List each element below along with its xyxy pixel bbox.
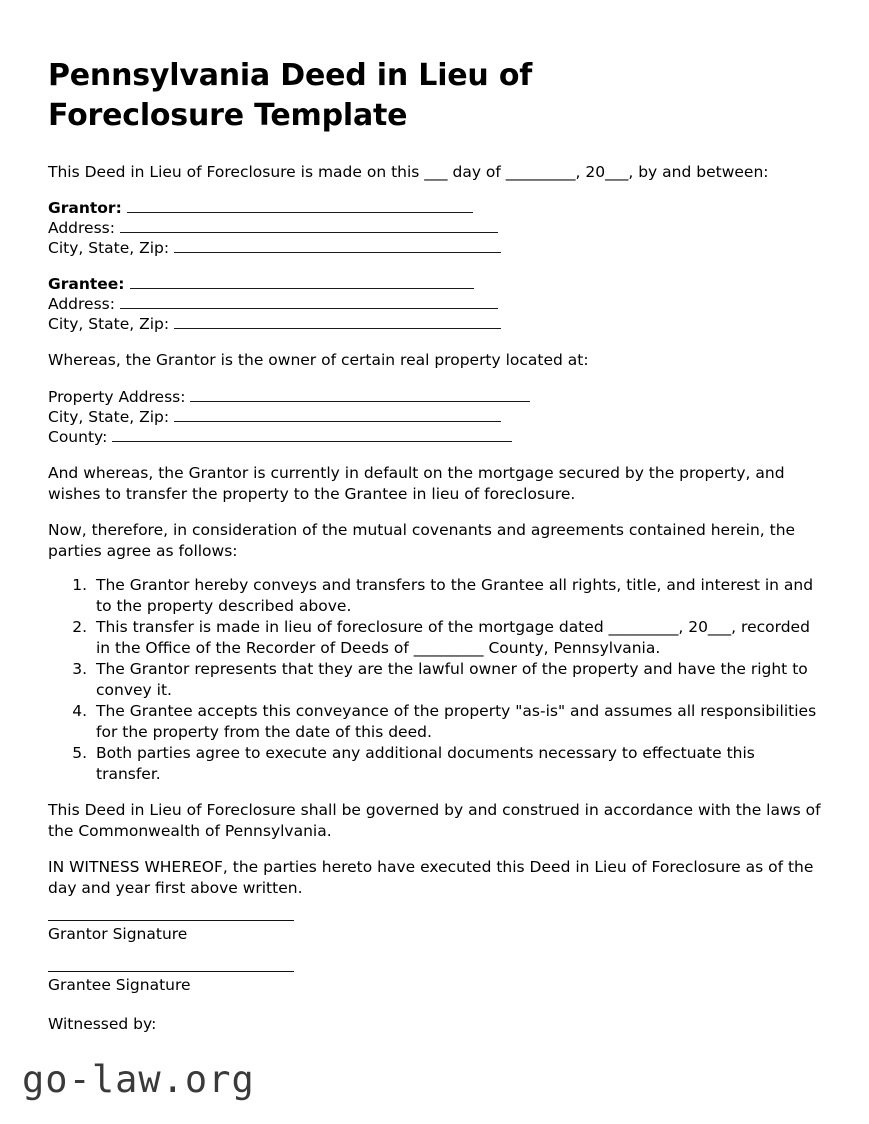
field-rule-grantee-city-state-zip[interactable]	[174, 315, 501, 329]
grantor-signature-line[interactable]	[48, 920, 294, 921]
grantee-signature-line[interactable]	[48, 971, 294, 972]
signature-block	[48, 920, 821, 1033]
default-clause-paragraph: And whereas, the Grantor is currently in default on the mortgage secured by the property, and wishes to transfer the property to the Grantee in lieu of foreclosure.	[48, 464, 785, 503]
list-item: 2. This transfer is made in lieu of foreclosure of the mortgage dated _________, 20___, recorded in the Office of the Recorder of Deeds of _________ County, Pennsylvania.	[92, 617, 821, 658]
field-row-grantor-name	[48, 198, 821, 218]
whereas-paragraph: Whereas, the Grantor is the owner of certain real property located at:	[48, 351, 589, 370]
page-title: Pennsylvania Deed in Lieu of Foreclosure Template	[48, 58, 533, 133]
field-row-grantee-name	[48, 274, 821, 294]
list-item: 3. The Grantor represents that they are the lawful owner of the property and have the right to convey it.	[92, 659, 821, 700]
consideration-paragraph: Now, therefore, in consideration of the mutual covenants and agreements contained herein, the parties agree as follows:	[48, 521, 796, 560]
field-rule-county[interactable]	[112, 428, 512, 442]
field-rule-property-city-state-zip[interactable]	[174, 408, 501, 422]
field-rule-grantee[interactable]	[130, 275, 474, 289]
field-rule-property-address[interactable]	[190, 388, 530, 402]
intro-paragraph: This Deed in Lieu of Foreclosure is made on this ___ day of _________, 20___, by and between:	[48, 162, 769, 181]
grantee-field-block	[48, 274, 821, 334]
list-item: 4. The Grantee accepts this conveyance of the property "as-is" and assumes all responsibilities for the property from the date of this deed.	[92, 701, 821, 742]
list-item: 1. The Grantor hereby conveys and transfers to the Grantee all rights, title, and interest in and to the property described above.	[92, 575, 821, 616]
field-label-property-city-state-zip: City, State, Zip:	[48, 408, 170, 426]
field-rule-grantor-city-state-zip[interactable]	[174, 239, 501, 253]
field-row-grantee-address	[48, 294, 821, 314]
witness-whereof-paragraph: IN WITNESS WHEREOF, the parties hereto have executed this Deed in Lieu of Foreclosure as of the day and year first above written.	[48, 858, 814, 897]
field-label-grantee: Grantee:	[48, 275, 125, 294]
field-rule-grantee-address[interactable]	[120, 295, 498, 309]
grantee-signature-label: Grantee Signature	[48, 975, 191, 994]
governing-law-paragraph: This Deed in Lieu of Foreclosure shall be governed by and construed in accordance with the laws of the Commonwealth of Pennsylvania.	[48, 800, 821, 840]
field-label-grantor: Grantor:	[48, 199, 122, 218]
grantor-signature-label: Grantor Signature	[48, 925, 188, 944]
field-row-grantor-address	[48, 218, 821, 238]
site-watermark: go-law.org	[22, 1058, 255, 1101]
field-row-property-city-state-zip	[48, 407, 821, 427]
property-field-block	[48, 387, 821, 447]
field-label-grantor-address: Address:	[48, 219, 115, 238]
field-row-grantor-city-state-zip	[48, 238, 821, 258]
witnessed-by-label: Witnessed by:	[48, 1014, 157, 1033]
field-label-grantee-address: Address:	[48, 295, 115, 314]
list-item: 5. Both parties agree to execute any additional documents necessary to effectuate this transfer.	[92, 743, 821, 784]
field-row-county	[48, 427, 821, 447]
field-label-grantee-city-state-zip: City, State, Zip:	[48, 315, 170, 334]
field-label-property-address: Property Address:	[48, 388, 186, 406]
grantor-field-block	[48, 198, 821, 258]
field-label-grantor-city-state-zip: City, State, Zip:	[48, 239, 170, 258]
field-label-county: County:	[48, 428, 108, 446]
terms-list	[48, 575, 821, 784]
field-rule-grantor[interactable]	[127, 199, 473, 213]
field-row-property-address	[48, 387, 821, 407]
field-rule-grantor-address[interactable]	[120, 219, 498, 233]
field-row-grantee-city-state-zip	[48, 314, 821, 334]
